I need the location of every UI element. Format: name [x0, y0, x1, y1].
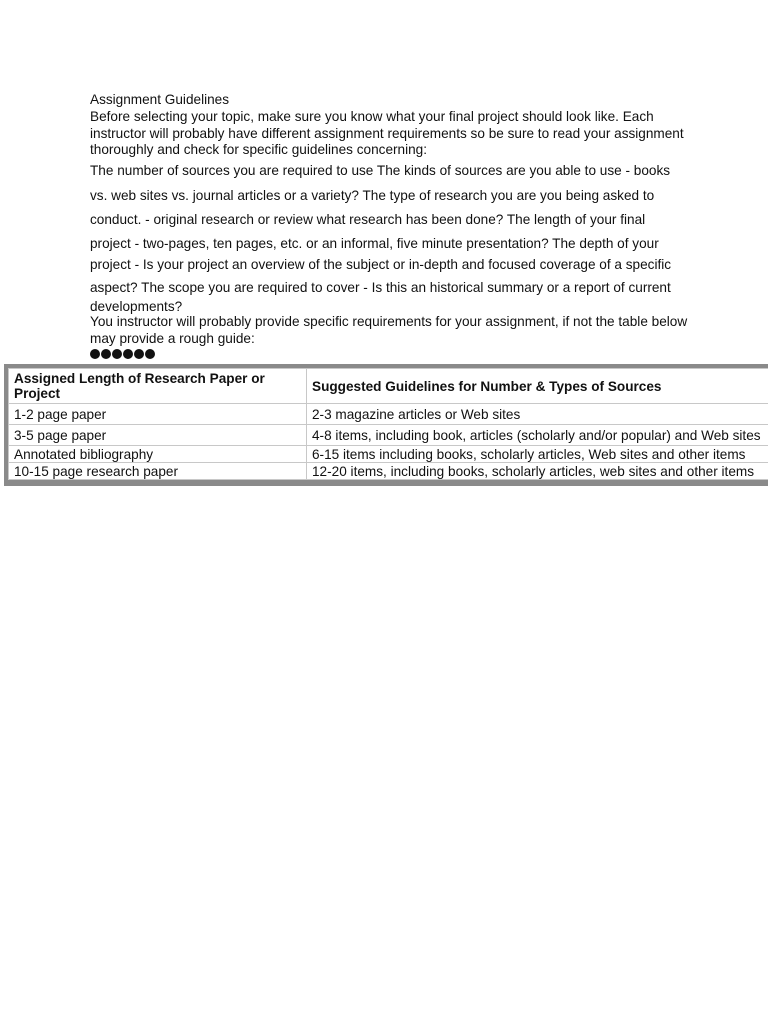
bullet-icon [123, 349, 133, 359]
guideline-line-2: vs. web sites vs. journal articles or a variety? The type of research you are you being asked to [90, 188, 655, 203]
table-row [9, 463, 768, 480]
sources-table-frame [4, 364, 768, 486]
column-header-guidelines: Suggested Guidelines for Number & Types of Sources [307, 369, 768, 404]
table-cell: 10-15 page research paper [9, 463, 307, 480]
table-row [9, 425, 768, 446]
table-row [9, 404, 768, 425]
intro-paragraph: Before selecting your topic, make sure you know what your final project should look like. Each instructor will probably have different assignment requirements so be sure to read your assignment thoroughly and check for specific guidelines concerning: [90, 109, 684, 157]
document-title: Assignment Guidelines [90, 92, 230, 107]
guide-intro-paragraph: You instructor will probably provide specific requirements for your assignment, if not the table below may provide a rough guide: [90, 314, 688, 346]
bullet-icon [134, 349, 144, 359]
table-cell: 4-8 items, including book, articles (scholarly and/or popular) and Web sites [307, 425, 768, 446]
bullet-icon [101, 349, 111, 359]
table-cell: 3-5 page paper [9, 425, 307, 446]
column-header-length: Assigned Length of Research Paper or Project [9, 369, 307, 404]
table-row [9, 446, 768, 463]
table-cell: 6-15 items including books, scholarly articles, Web sites and other items [307, 446, 768, 463]
guideline-line-4: project - two-pages, ten pages, etc. or an informal, five minute presentation? The depth of your [90, 236, 659, 251]
guideline-line-3: conduct. - original research or review what research has been done? The length of your final [90, 212, 646, 227]
guideline-line-5: project - Is your project an overview of the subject or in-depth and focused coverage of a specific [90, 257, 672, 272]
bullet-icon [112, 349, 122, 359]
bullet-row [90, 349, 155, 363]
bullet-icon [90, 349, 100, 359]
table-cell: Annotated bibliography [9, 446, 307, 463]
table-cell: 12-20 items, including books, scholarly articles, web sites and other items [307, 463, 768, 480]
bullet-icon [145, 349, 155, 359]
table-header-row [9, 369, 768, 404]
table-cell: 2-3 magazine articles or Web sites [307, 404, 768, 425]
guideline-line-6: aspect? The scope you are required to cover - Is this an historical summary or a report of current developments? [90, 280, 671, 314]
sources-table [8, 368, 768, 480]
guideline-line-1: The number of sources you are required to use The kinds of sources are you able to use - books [90, 163, 671, 178]
table-cell: 1-2 page paper [9, 404, 307, 425]
